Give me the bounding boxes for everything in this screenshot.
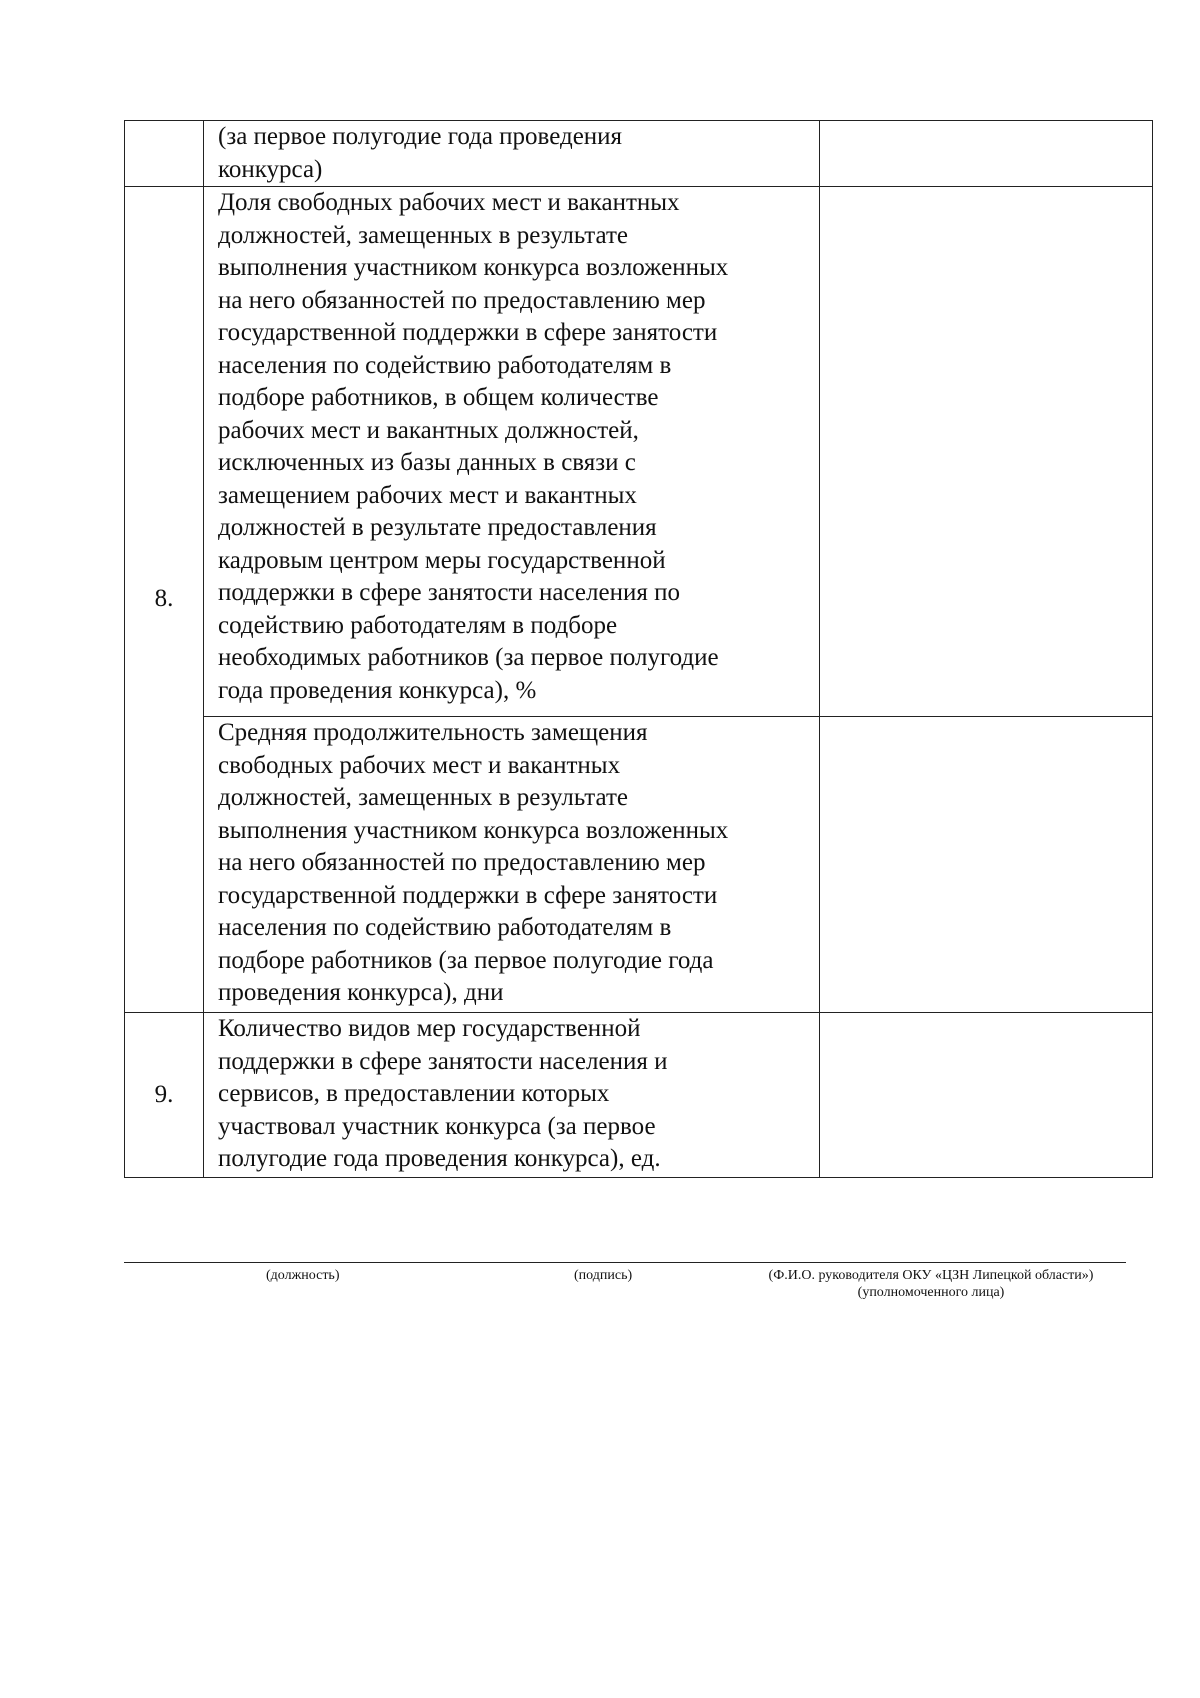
indicator-text: Средняя продолжительность замещения свободных рабочих мест и вакантных должностей, замещенных в результате выполнения участником конкурса возложенных на него обязанностей по предоставлению мер государственной поддержки в сфере занятости населения по содействию работодателям в подборе работников (за первое полугодие года проведения конкурса), дни [204, 717, 820, 1013]
indicator-text: Доля свободных рабочих мест и вакантных должностей, замещенных в результате выполнения участником конкурса возложенных на него обязанностей по предоставлению мер государственной поддержки в сфере занятости населения по содействию работодателям в подборе работников, в общем количестве рабочих мест и вакантных должностей, исключенных из базы данных в связи с замещением рабочих мест и вакантных должностей в результате предоставления кадровым центром меры государственной поддержки в сфере занятости населения по содействию работодателям в подборе необходимых работников (за первое полугодие года проведения конкурса), % [204, 187, 820, 717]
indicator-value [820, 1013, 1153, 1178]
signature-label: (подпись) [574, 1268, 633, 1283]
row-number: 9. [125, 1013, 204, 1178]
indicator-value [820, 121, 1153, 187]
name-label-block [736, 1267, 1126, 1301]
indicator-value [820, 717, 1153, 1013]
indicators-table [124, 120, 1153, 1178]
table-row [125, 121, 1153, 187]
position-label: (должность) [266, 1268, 340, 1283]
indicator-value [820, 187, 1153, 717]
indicator-text: (за первое полугодие года проведения конкурса) [204, 121, 820, 187]
authorized-label: (уполномоченного лица) [857, 1285, 1005, 1300]
signature-block [124, 1262, 1126, 1323]
name-label: (Ф.И.О. руководителя ОКУ «ЦЗН Липецкой области») [768, 1268, 1094, 1283]
table-row [125, 187, 1153, 717]
row-number [125, 121, 204, 187]
table-row [125, 717, 1153, 1013]
indicator-text: Количество видов мер государственной поддержки в сфере занятости населения и сервисов, в предоставлении которых участвовал участник конкурса (за первое полугодие года проведения конкурса), ед. [204, 1013, 820, 1178]
row-number: 8. [125, 187, 204, 1013]
table-row [125, 1013, 1153, 1178]
